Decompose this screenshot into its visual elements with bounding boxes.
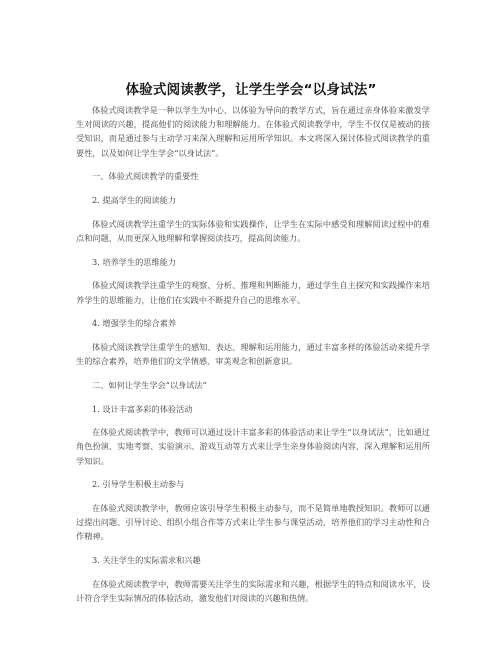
spacer [76,368,430,378]
spacer [76,544,430,554]
paragraph-student-needs: 在体验式阅读教学中，教师需要关注学生的实际需求和兴趣，根据学生的特点和阅读水平，设计符合学生实际情况的体验活动，激发他们对阅读的兴趣和热情。 [76,578,430,604]
spacer [76,392,430,402]
document-title: 体验式阅读教学，让学生学会“以身试法” [125,82,377,98]
spacer [76,184,430,194]
paragraph-active-participation: 在体验式阅读教学中，教师应该引导学生积极主动参与，而不是简单地教授知识。教师可以通过提出问题、引导讨论、组织小组合作等方式来让学生参与课堂活动，培养他们的学习主动性和合作精神。 [76,503,430,542]
spacer [76,330,430,340]
subheading-thinking-ability: 3. 培养学生的思维能力 [92,256,177,267]
spacer [76,567,430,577]
spacer [76,416,430,426]
paragraph-reading-ability: 体验式阅读教学注重学生的实际体验和实践操作，让学生在实际中感受和理解阅读过程中的难点和问题，从而更深入地理解和掌握阅读技巧，提高阅读能力。 [76,218,430,243]
subheading-comprehensive-literacy: 4. 增强学生的综合素养 [92,318,177,329]
subheading-active-participation: 2. 引导学生积极主动参与 [92,479,185,490]
subheading-student-needs: 3. 关注学生的实际需求和兴趣 [92,555,201,566]
section-heading-how-to: 二、如何让学生学会“以身试法” [92,379,207,390]
document-body [76,103,430,605]
paragraph-comprehensive-literacy: 体验式阅读教学注重学生的感知、表达、理解和运用能力，通过丰富多样的体验活动来提升学生的综合素养，培养他们的文学情感、审美观念和创新意识。 [76,341,430,367]
spacer [76,207,430,217]
spacer [76,492,430,502]
spacer [76,307,430,317]
paragraph-thinking-ability: 体验式阅读教学注重学生的观察、分析、推理和判断能力，通过学生自主探究和实践操作来培养学生的思维能力，让他们在实践中不断提升自己的思维水平。 [76,280,430,305]
spacer [76,245,430,255]
spacer [76,160,430,170]
paragraph-design-activities: 在体验式阅读教学中，教师可以通过设计丰富多彩的体验活动来让学生“以身试法”，比如通过角色扮演、实地考察、实验演示、游戏互动等方式来让学生亲身体验阅读内容，深入理解和运用所学知识。 [76,427,430,466]
intro-paragraph: 体验式阅读教学是一种以学生为中心、以体验为导向的教学方式，旨在通过亲身体验来激发学生对阅读的兴趣，提高他们的阅读能力和理解能力。在体验式阅读教学中，学生不仅仅是被动的接受知识，而是通过参与主动学习来深入理解和运用所学知识。本文将深入探讨体验式阅读教学的重要性，以及如何让学生学会“以身试法”。 [76,105,430,158]
subheading-reading-ability: 2. 提高学生的阅读能力 [92,195,177,206]
spacer [76,269,430,279]
subheading-design-activities: 1. 设计丰富多彩的体验活动 [92,403,193,414]
spacer [76,468,430,478]
section-heading-importance: 一、体验式阅读教学的重要性 [92,171,199,182]
